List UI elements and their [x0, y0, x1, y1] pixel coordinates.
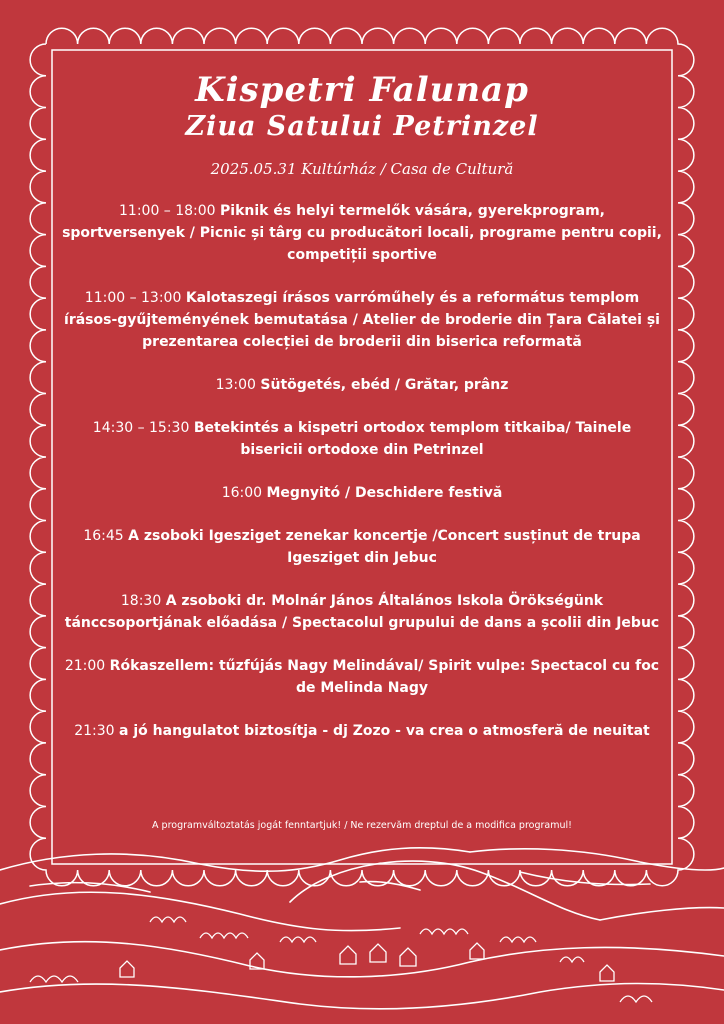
program-item	[62, 655, 662, 699]
poster-content	[62, 70, 662, 763]
program-item	[62, 287, 662, 353]
program-item	[62, 525, 662, 569]
program-time: 18:30	[120, 593, 162, 609]
program-time: 21:30	[74, 723, 115, 739]
program-text: A zsoboki Igesziget zenekar koncertje /Concert susținut de trupa Igesziget din Jebuc	[128, 528, 641, 566]
program-item	[62, 482, 662, 504]
program-text: A zsoboki dr. Molnár János Általános Iskola Örökségünk tánccsoportjának előadása / Spectacolul grupului de dans a școlii din Jebuc	[64, 593, 660, 631]
program-time: 11:00 – 18:00	[119, 203, 216, 219]
program-item	[62, 200, 662, 266]
title-romanian: Ziua Satului Petrinzel	[185, 111, 539, 142]
program-time: 11:00 – 13:00	[84, 290, 182, 306]
program-time: 13:00	[215, 377, 256, 393]
date-venue: 2025.05.31 Kultúrház / Casa de Cultură	[210, 160, 514, 178]
program-text: a jó hangulatot biztosítja - dj Zozo - va crea o atmosferă de neuitat	[119, 723, 650, 739]
program-text: Sütögetés, ebéd / Grătar, prânz	[260, 377, 509, 393]
program-text: Betekintés a kispetri ortodox templom titkaiba/ Tainele bisericii ortodoxe din Petrinzel	[193, 420, 632, 458]
program-text: Kalotaszegi írásos varróműhely és a református templom írásos-gyűjteményének bemutatása / Atelier de broderie din Țara Călatei și prezentarea colecției de broderii din biserica reformată	[64, 290, 660, 350]
village-landscape-illustration	[0, 842, 724, 1024]
program-time: 16:00	[221, 485, 263, 501]
title-hungarian: Kispetri Falunap	[195, 70, 529, 110]
program-time: 16:45	[83, 528, 124, 544]
program-item	[62, 590, 662, 634]
program-text: Rókaszellem: tűzfújás Nagy Melindával/ Spirit vulpe: Spectacol cu foc de Melinda Nagy	[109, 658, 660, 696]
program-text: Megnyitó / Deschidere festivă	[266, 485, 503, 501]
program-item	[62, 720, 662, 742]
program-item	[62, 417, 662, 461]
program-list	[62, 200, 662, 742]
program-time: 14:30 – 15:30	[92, 420, 190, 436]
program-text: Piknik és helyi termelők vására, gyerekprogram, sportversenyek / Picnic și târg cu producători locali, programe pentru copii, competiții sportive	[62, 203, 662, 263]
program-time: 21:00	[64, 658, 106, 674]
footer-note: A programváltoztatás jogát fenntartjuk! / Ne rezervăm dreptul de a modifica programul!	[152, 820, 572, 831]
program-item	[62, 374, 662, 396]
